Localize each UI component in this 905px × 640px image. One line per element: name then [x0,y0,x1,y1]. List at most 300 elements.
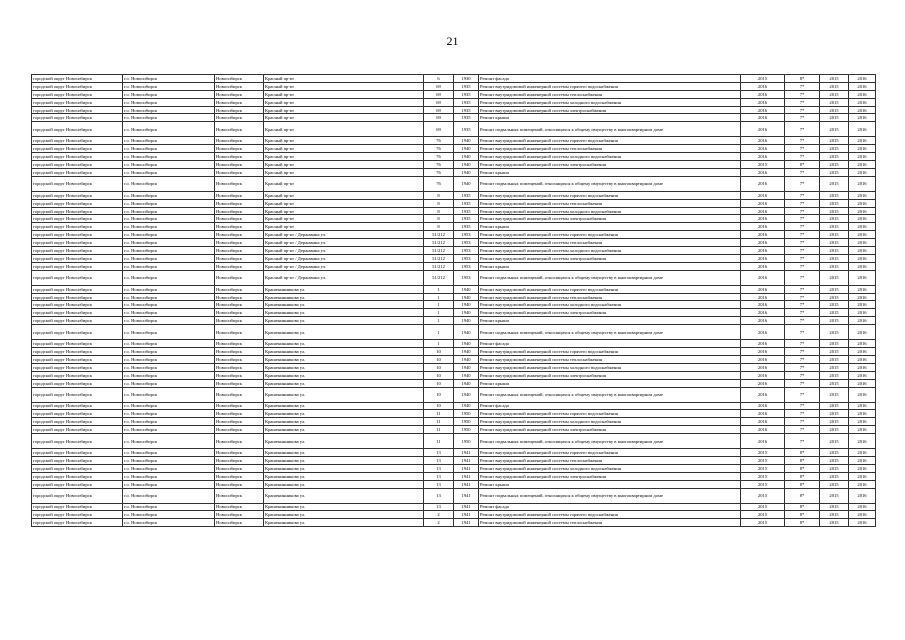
month-cell: 7* [785,363,820,371]
street-cell: Красный пр-кт [264,137,424,145]
table-row [32,488,876,503]
street-cell: Крашенинникова ул. [264,511,424,519]
town-cell: г.о. Новосибирск [123,168,215,176]
table-row [32,106,876,114]
month-cell: 7* [785,325,820,340]
start-year-cell: 2015 [820,434,849,449]
start-year-cell: 2015 [820,176,849,191]
start-year-cell: 2015 [820,191,849,199]
build-year-cell: 1935 [454,90,479,98]
city-cell: Новосибирск [215,309,264,317]
build-year-cell: 1941 [454,511,479,519]
work-type-cell: Ремонт внутридомовой инженерной системы электроснабжения [479,161,741,169]
street-cell: Красный пр-кт [264,122,424,137]
build-year-cell: 1941 [454,464,479,472]
city-cell: Новосибирск [215,122,264,137]
work-type-cell: Ремонт внутридомовой инженерной системы холодного водоснабжения [479,153,741,161]
work-type-cell: Ремонт внутридомовой инженерной системы электроснабжения [479,309,741,317]
start-year-cell: 2015 [820,426,849,434]
house-number-cell: 69 [424,122,454,137]
house-number-cell: 76 [424,145,454,153]
house-number-cell: 10 [424,371,454,379]
house-number-cell: 69 [424,106,454,114]
work-type-cell: Ремонт крыши [479,317,741,325]
end-year-cell: 2016 [849,379,876,387]
plan-period-cell: 2016 [741,410,785,418]
house-number-cell: 1 [424,285,454,293]
table-row [32,191,876,199]
end-year-cell: 2016 [849,317,876,325]
table-row [32,223,876,231]
house-number-cell: 69 [424,90,454,98]
build-year-cell: 1950 [454,426,479,434]
plan-period-cell: 2016 [741,137,785,145]
work-type-cell: Ремонт внутридомовой инженерной системы холодного водоснабжения [479,418,741,426]
city-cell: Новосибирск [215,285,264,293]
street-cell: Красный пр-кт / Державина ул. [264,239,424,247]
end-year-cell: 2016 [849,191,876,199]
district-cell: городской округ Новосибирск [32,285,123,293]
month-cell: 8* [785,511,820,519]
district-cell: городской округ Новосибирск [32,379,123,387]
start-year-cell: 2015 [820,254,849,262]
district-cell: городской округ Новосибирск [32,98,123,106]
town-cell: г.о. Новосибирск [123,355,215,363]
build-year-cell: 1935 [454,106,479,114]
build-year-cell: 1950 [454,410,479,418]
work-type-cell: Ремонт внутридомовой инженерной системы теплоснабжения [479,456,741,464]
end-year-cell: 2016 [849,402,876,410]
district-cell: городской округ Новосибирск [32,247,123,255]
district-cell: городской округ Новосибирск [32,449,123,457]
month-cell: 7* [785,223,820,231]
house-number-cell: 51/212 [424,231,454,239]
start-year-cell: 2015 [820,317,849,325]
work-type-cell: Ремонт внутридомовой инженерной системы электроснабжения [479,254,741,262]
end-year-cell: 2016 [849,90,876,98]
street-cell: Крашенинникова ул. [264,379,424,387]
work-type-cell: Ремонт подвальных помещений, относящихся к общему имуществу в многоквартирном доме [479,176,741,191]
street-cell: Красный пр-кт [264,191,424,199]
city-cell: Новосибирск [215,456,264,464]
house-number-cell: 8 [424,207,454,215]
plan-period-cell: 2016 [741,325,785,340]
street-cell: Крашенинникова ул. [264,387,424,402]
plan-period-cell: 2016 [741,363,785,371]
plan-period-cell: 2015 [741,464,785,472]
city-cell: Новосибирск [215,98,264,106]
district-cell: городской округ Новосибирск [32,199,123,207]
build-year-cell: 1940 [454,340,479,348]
town-cell: г.о. Новосибирск [123,456,215,464]
build-year-cell: 1935 [454,207,479,215]
town-cell: г.о. Новосибирск [123,207,215,215]
street-cell: Крашенинникова ул. [264,355,424,363]
plan-period-cell: 2016 [741,270,785,285]
table-row [32,355,876,363]
plan-period-cell: 2015 [741,480,785,488]
end-year-cell: 2016 [849,114,876,122]
town-cell: г.о. Новосибирск [123,153,215,161]
city-cell: Новосибирск [215,426,264,434]
table-row [32,456,876,464]
work-type-cell: Ремонт внутридомовой инженерной системы электроснабжения [479,426,741,434]
end-year-cell: 2016 [849,247,876,255]
end-year-cell: 2016 [849,137,876,145]
city-cell: Новосибирск [215,161,264,169]
work-type-cell: Ремонт внутридомовой инженерной системы электроснабжения [479,215,741,223]
table-row [32,340,876,348]
end-year-cell: 2016 [849,153,876,161]
house-number-cell: 51/212 [424,270,454,285]
end-year-cell: 2016 [849,363,876,371]
plan-period-cell: 2016 [741,293,785,301]
end-year-cell: 2016 [849,293,876,301]
town-cell: г.о. Новосибирск [123,247,215,255]
street-cell: Красный пр-кт [264,98,424,106]
end-year-cell: 2016 [849,215,876,223]
house-number-cell: 76 [424,137,454,145]
district-cell: городской округ Новосибирск [32,488,123,503]
town-cell: г.о. Новосибирск [123,363,215,371]
street-cell: Красный пр-кт [264,176,424,191]
month-cell: 7* [785,317,820,325]
district-cell: городской округ Новосибирск [32,301,123,309]
table-row [32,511,876,519]
town-cell: г.о. Новосибирск [123,114,215,122]
table-row [32,348,876,356]
town-cell: г.о. Новосибирск [123,199,215,207]
town-cell: г.о. Новосибирск [123,472,215,480]
district-cell: городской округ Новосибирск [32,456,123,464]
plan-period-cell: 2016 [741,82,785,90]
plan-period-cell: 2016 [741,215,785,223]
build-year-cell: 1930 [454,75,479,83]
work-type-cell: Ремонт фасада [479,75,741,83]
plan-period-cell: 2016 [741,207,785,215]
plan-period-cell: 2016 [741,239,785,247]
start-year-cell: 2015 [820,387,849,402]
build-year-cell: 1953 [454,270,479,285]
start-year-cell: 2015 [820,262,849,270]
district-cell: городской округ Новосибирск [32,75,123,83]
district-cell: городской округ Новосибирск [32,122,123,137]
house-number-cell: 13 [424,488,454,503]
build-year-cell: 1940 [454,379,479,387]
start-year-cell: 2015 [820,519,849,527]
town-cell: г.о. Новосибирск [123,488,215,503]
town-cell: г.о. Новосибирск [123,434,215,449]
work-type-cell: Ремонт внутридомовой инженерной системы теплоснабжения [479,519,741,527]
start-year-cell: 2015 [820,82,849,90]
start-year-cell: 2015 [820,270,849,285]
work-type-cell: Ремонт фасада [479,402,741,410]
plan-period-cell: 2016 [741,379,785,387]
build-year-cell: 1941 [454,472,479,480]
end-year-cell: 2016 [849,418,876,426]
plan-period-cell: 2016 [741,90,785,98]
end-year-cell: 2016 [849,168,876,176]
month-cell: 8* [785,75,820,83]
end-year-cell: 2016 [849,223,876,231]
district-cell: городской округ Новосибирск [32,207,123,215]
town-cell: г.о. Новосибирск [123,176,215,191]
street-cell: Крашенинникова ул. [264,488,424,503]
city-cell: Новосибирск [215,379,264,387]
city-cell: Новосибирск [215,82,264,90]
table-row [32,285,876,293]
town-cell: г.о. Новосибирск [123,387,215,402]
district-cell: городской округ Новосибирск [32,348,123,356]
build-year-cell: 1940 [454,153,479,161]
city-cell: Новосибирск [215,472,264,480]
city-cell: Новосибирск [215,340,264,348]
city-cell: Новосибирск [215,418,264,426]
house-number-cell: 13 [424,480,454,488]
build-year-cell: 1953 [454,254,479,262]
plan-period-cell: 2016 [741,254,785,262]
plan-period-cell: 2015 [741,503,785,511]
table-row [32,449,876,457]
work-type-cell: Ремонт крыши [479,262,741,270]
street-cell: Крашенинникова ул. [264,301,424,309]
town-cell: г.о. Новосибирск [123,191,215,199]
district-cell: городской округ Новосибирск [32,239,123,247]
month-cell: 7* [785,231,820,239]
build-year-cell: 1953 [454,231,479,239]
town-cell: г.о. Новосибирск [123,223,215,231]
city-cell: Новосибирск [215,231,264,239]
town-cell: г.о. Новосибирск [123,254,215,262]
plan-period-cell: 2015 [741,519,785,527]
plan-period-cell: 2016 [741,145,785,153]
town-cell: г.о. Новосибирск [123,215,215,223]
end-year-cell: 2016 [849,464,876,472]
build-year-cell: 1940 [454,371,479,379]
build-year-cell: 1940 [454,168,479,176]
work-type-cell: Ремонт внутридомовой инженерной системы горячего водоснабжения [479,449,741,457]
end-year-cell: 2016 [849,456,876,464]
city-cell: Новосибирск [215,371,264,379]
build-year-cell: 1950 [454,434,479,449]
city-cell: Новосибирск [215,503,264,511]
plan-period-cell: 2016 [741,191,785,199]
work-type-cell: Ремонт внутридомовой инженерной системы горячего водоснабжения [479,137,741,145]
plan-period-cell: 2016 [741,418,785,426]
end-year-cell: 2016 [849,82,876,90]
street-cell: Красный пр-кт [264,207,424,215]
town-cell: г.о. Новосибирск [123,285,215,293]
street-cell: Красный пр-кт [264,75,424,83]
end-year-cell: 2016 [849,340,876,348]
work-type-cell: Ремонт фасада [479,503,741,511]
house-number-cell: 8 [424,191,454,199]
start-year-cell: 2015 [820,325,849,340]
district-cell: городской округ Новосибирск [32,114,123,122]
start-year-cell: 2015 [820,355,849,363]
plan-period-cell: 2016 [741,309,785,317]
month-cell: 8* [785,449,820,457]
start-year-cell: 2015 [820,379,849,387]
table-row [32,363,876,371]
city-cell: Новосибирск [215,262,264,270]
month-cell: 7* [785,82,820,90]
street-cell: Крашенинникова ул. [264,293,424,301]
street-cell: Крашенинникова ул. [264,472,424,480]
start-year-cell: 2015 [820,114,849,122]
district-cell: городской округ Новосибирск [32,325,123,340]
district-cell: городской округ Новосибирск [32,153,123,161]
start-year-cell: 2015 [820,153,849,161]
street-cell: Крашенинникова ул. [264,418,424,426]
start-year-cell: 2015 [820,511,849,519]
end-year-cell: 2016 [849,161,876,169]
build-year-cell: 1935 [454,122,479,137]
month-cell: 7* [785,247,820,255]
table-row [32,472,876,480]
end-year-cell: 2016 [849,301,876,309]
work-type-cell: Ремонт внутридомовой инженерной системы теплоснабжения [479,145,741,153]
district-cell: городской округ Новосибирск [32,418,123,426]
street-cell: Крашенинникова ул. [264,519,424,527]
build-year-cell: 1940 [454,402,479,410]
start-year-cell: 2015 [820,309,849,317]
build-year-cell: 1935 [454,223,479,231]
month-cell: 8* [785,503,820,511]
city-cell: Новосибирск [215,239,264,247]
street-cell: Крашенинникова ул. [264,434,424,449]
end-year-cell: 2016 [849,519,876,527]
end-year-cell: 2016 [849,472,876,480]
street-cell: Красный пр-кт / Державина ул. [264,247,424,255]
house-number-cell: 2 [424,519,454,527]
work-type-cell: Ремонт внутридомовой инженерной системы холодного водоснабжения [479,363,741,371]
end-year-cell: 2016 [849,449,876,457]
start-year-cell: 2015 [820,122,849,137]
start-year-cell: 2015 [820,464,849,472]
plan-period-cell: 2015 [741,161,785,169]
end-year-cell: 2016 [849,511,876,519]
build-year-cell: 1935 [454,98,479,106]
build-year-cell: 1940 [454,317,479,325]
build-year-cell: 1940 [454,363,479,371]
city-cell: Новосибирск [215,363,264,371]
house-number-cell: 8 [424,223,454,231]
town-cell: г.о. Новосибирск [123,402,215,410]
start-year-cell: 2015 [820,402,849,410]
district-cell: городской округ Новосибирск [32,161,123,169]
district-cell: городской округ Новосибирск [32,82,123,90]
work-type-cell: Ремонт фасада [479,340,741,348]
month-cell: 7* [785,207,820,215]
house-number-cell: 13 [424,472,454,480]
street-cell: Крашенинникова ул. [264,325,424,340]
work-type-cell: Ремонт крыши [479,480,741,488]
district-cell: городской округ Новосибирск [32,387,123,402]
build-year-cell: 1940 [454,145,479,153]
district-cell: городской округ Новосибирск [32,293,123,301]
month-cell: 7* [785,168,820,176]
house-number-cell: 13 [424,449,454,457]
table-row [32,239,876,247]
city-cell: Новосибирск [215,348,264,356]
house-number-cell: 51/212 [424,254,454,262]
city-cell: Новосибирск [215,464,264,472]
end-year-cell: 2016 [849,480,876,488]
table-row [32,426,876,434]
street-cell: Крашенинникова ул. [264,456,424,464]
table-row [32,317,876,325]
house-number-cell: 1 [424,317,454,325]
build-year-cell: 1941 [454,456,479,464]
table-body [32,75,876,527]
plan-period-cell: 2016 [741,122,785,137]
end-year-cell: 2016 [849,355,876,363]
end-year-cell: 2016 [849,348,876,356]
month-cell: 7* [785,371,820,379]
street-cell: Красный пр-кт [264,161,424,169]
street-cell: Крашенинникова ул. [264,285,424,293]
start-year-cell: 2015 [820,348,849,356]
end-year-cell: 2016 [849,285,876,293]
street-cell: Красный пр-кт [264,223,424,231]
work-type-cell: Ремонт внутридомовой инженерной системы холодного водоснабжения [479,247,741,255]
build-year-cell: 1940 [454,387,479,402]
house-number-cell: 1 [424,340,454,348]
town-cell: г.о. Новосибирск [123,379,215,387]
table-row [32,309,876,317]
build-year-cell: 1941 [454,503,479,511]
street-cell: Крашенинникова ул. [264,340,424,348]
town-cell: г.о. Новосибирск [123,98,215,106]
house-number-cell: 10 [424,355,454,363]
town-cell: г.о. Новосибирск [123,239,215,247]
plan-period-cell: 2016 [741,98,785,106]
work-type-cell: Ремонт крыши [479,114,741,122]
town-cell: г.о. Новосибирск [123,301,215,309]
month-cell: 8* [785,161,820,169]
end-year-cell: 2016 [849,106,876,114]
start-year-cell: 2015 [820,472,849,480]
city-cell: Новосибирск [215,191,264,199]
work-type-cell: Ремонт внутридомовой инженерной системы горячего водоснабжения [479,511,741,519]
plan-period-cell: 2015 [741,75,785,83]
work-type-cell: Ремонт подвальных помещений, относящихся к общему имуществу в многоквартирном доме [479,434,741,449]
city-cell: Новосибирск [215,325,264,340]
work-type-cell: Ремонт внутридомовой инженерной системы теплоснабжения [479,355,741,363]
town-cell: г.о. Новосибирск [123,503,215,511]
district-cell: городской округ Новосибирск [32,145,123,153]
house-number-cell: 1 [424,325,454,340]
house-number-cell: 1 [424,293,454,301]
month-cell: 7* [785,348,820,356]
work-type-cell: Ремонт внутридомовой инженерной системы горячего водоснабжения [479,285,741,293]
town-cell: г.о. Новосибирск [123,145,215,153]
work-type-cell: Ремонт внутридомовой инженерной системы теплоснабжения [479,199,741,207]
plan-period-cell: 2016 [741,231,785,239]
month-cell: 7* [785,90,820,98]
district-cell: городской округ Новосибирск [32,480,123,488]
table-row [32,122,876,137]
city-cell: Новосибирск [215,75,264,83]
end-year-cell: 2016 [849,231,876,239]
start-year-cell: 2015 [820,363,849,371]
start-year-cell: 2015 [820,168,849,176]
end-year-cell: 2016 [849,145,876,153]
build-year-cell: 1940 [454,293,479,301]
start-year-cell: 2015 [820,285,849,293]
build-year-cell: 1940 [454,161,479,169]
